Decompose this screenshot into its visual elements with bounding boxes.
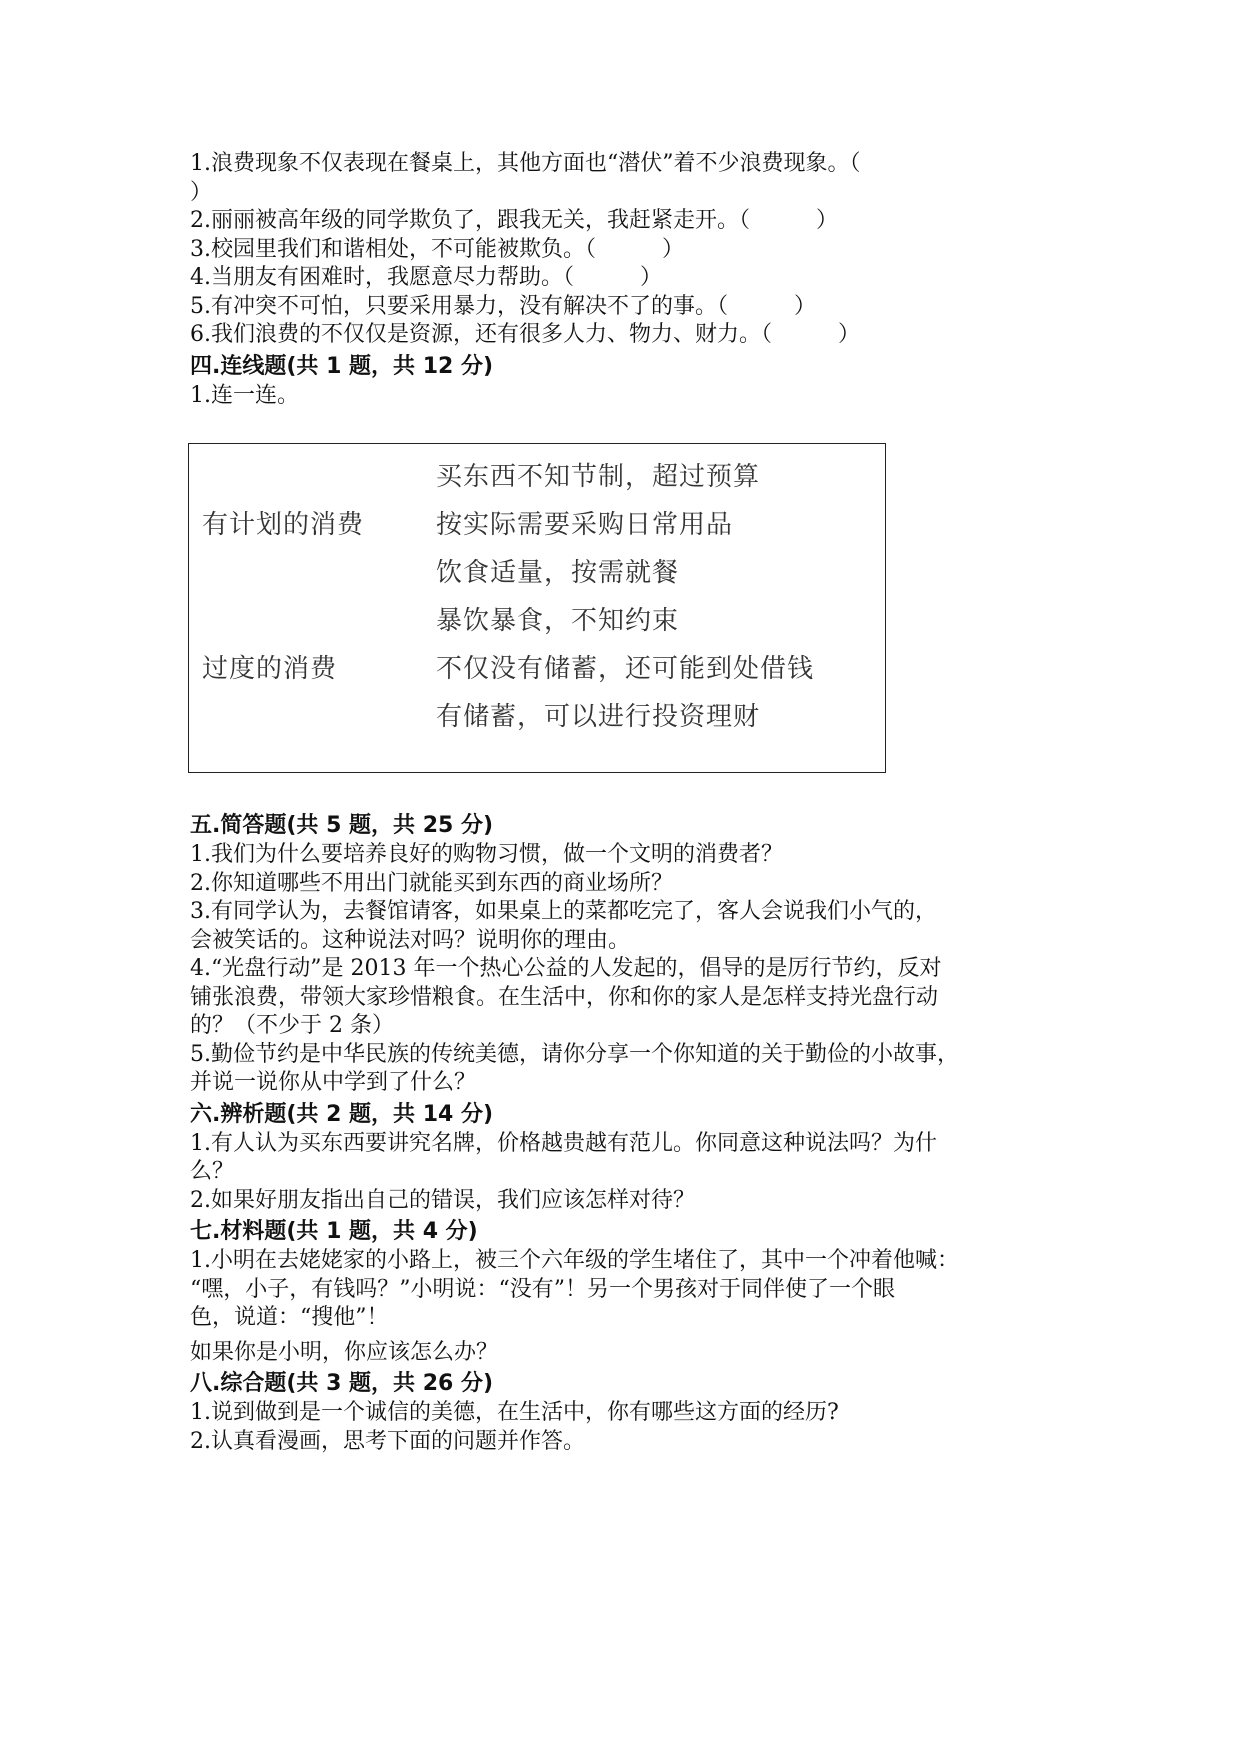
- question-line: 4.“光盘行动”是 2013 年一个热心公益的人发起的，倡导的是厉行节约，反对: [190, 956, 942, 981]
- question-line: 3.校园里我们和谐相处，不可能被欺负。（ ）: [190, 236, 684, 262]
- match-right-item[interactable]: 按实际需要采购日常用品: [436, 510, 734, 540]
- question-line: 3.有同学认为，去餐馆请客，如果桌上的菜都吃完了，客人会说我们小气的，: [190, 899, 937, 924]
- match-right-item[interactable]: 饮食适量，按需就餐: [436, 558, 680, 588]
- question-line: 1.连一连。: [190, 382, 299, 408]
- question-line: 6.我们浪费的不仅仅是资源，还有很多人力、物力、财力。（ ）: [190, 322, 860, 347]
- section-heading: 八.综合题(共 3 题，共 26 分): [190, 1371, 494, 1396]
- question-line: 1.浪费现象不仅表现在餐桌上，其他方面也“潜伏”着不少浪费现象。（: [190, 151, 861, 176]
- match-right-item[interactable]: 不仅没有储蓄，还可能到处借钱: [436, 654, 815, 684]
- section-heading: 五.简答题(共 5 题，共 25 分): [190, 813, 494, 838]
- question-line: 2.如果好朋友指出自己的错误，我们应该怎样对待？: [190, 1187, 695, 1213]
- true-false-questions: [190, 150, 1070, 350]
- comprehensive-section: [190, 1369, 1070, 1456]
- section-heading: 七.材料题(共 1 题，共 4 分): [190, 1219, 478, 1244]
- question-line: “嘿，小子，有钱吗？”小明说：“没有”！另一个男孩对于同伴使了一个眼: [190, 1276, 895, 1302]
- question-line: 4.当朋友有困难时，我愿意尽力帮助。（ ）: [190, 265, 662, 290]
- worksheet-page: [190, 150, 1070, 1456]
- material-section: [190, 1217, 1070, 1367]
- question-line: 1.有人认为买东西要讲究名牌，价格越贵越有范儿。你同意这种说法吗？为什: [190, 1130, 937, 1156]
- section-heading: 六.辨析题(共 2 题，共 14 分): [190, 1101, 494, 1127]
- question-line: 5.勤俭节约是中华民族的传统美德，请你分享一个你知道的关于勤俭的小故事，: [190, 1041, 959, 1067]
- match-right-item[interactable]: 暴饮暴食，不知约束: [436, 606, 680, 636]
- question-line: 么？: [190, 1159, 235, 1184]
- matching-box: [188, 443, 886, 773]
- match-left-item[interactable]: 有计划的消费: [202, 510, 365, 540]
- match-right-item[interactable]: 有储蓄，可以进行投资理财: [436, 702, 761, 732]
- short-answer-section: [190, 811, 1070, 1098]
- matching-section: [190, 352, 1070, 774]
- question-line: 2.认真看漫画，思考下面的问题并作答。: [190, 1428, 585, 1454]
- question-line: 2.丽丽被高年级的同学欺负了，跟我无关，我赶紧走开。（ ）: [190, 208, 838, 233]
- question-line: 铺张浪费，带领大家珍惜粮食。在生活中，你和你的家人是怎样支持光盘行动: [190, 984, 939, 1010]
- question-line: ）: [190, 179, 213, 205]
- match-right-item[interactable]: 买东西不知节制，超过预算: [436, 462, 761, 492]
- match-left-item[interactable]: 过度的消费: [202, 654, 338, 684]
- analysis-section: [190, 1100, 1070, 1216]
- question-line: 如果你是小明，你应该怎么办？: [190, 1339, 499, 1365]
- question-line: 1.小明在去姥姥家的小路上，被三个六年级的学生堵住了，其中一个冲着他喊：: [190, 1248, 959, 1273]
- question-line: 的？（不少于 2 条）: [190, 1013, 394, 1038]
- question-line: 色，说道：“搜他”！: [190, 1305, 389, 1330]
- question-line: 1.说到做到是一个诚信的美德，在生活中，你有哪些这方面的经历?: [190, 1400, 839, 1425]
- question-line: 会被笑话的。这种说法对吗？说明你的理由。: [190, 927, 631, 953]
- section-heading: 四.连线题(共 1 题，共 12 分): [190, 353, 494, 379]
- question-line: 1.我们为什么要培养良好的购物习惯，做一个文明的消费者？: [190, 842, 783, 867]
- question-line: 5.有冲突不可怕，只要采用暴力，没有解决不了的事。（ ）: [190, 293, 816, 319]
- question-line: 并说一说你从中学到了什么？: [190, 1070, 477, 1095]
- question-line: 2.你知道哪些不用出门就能买到东西的商业场所？: [190, 870, 673, 896]
